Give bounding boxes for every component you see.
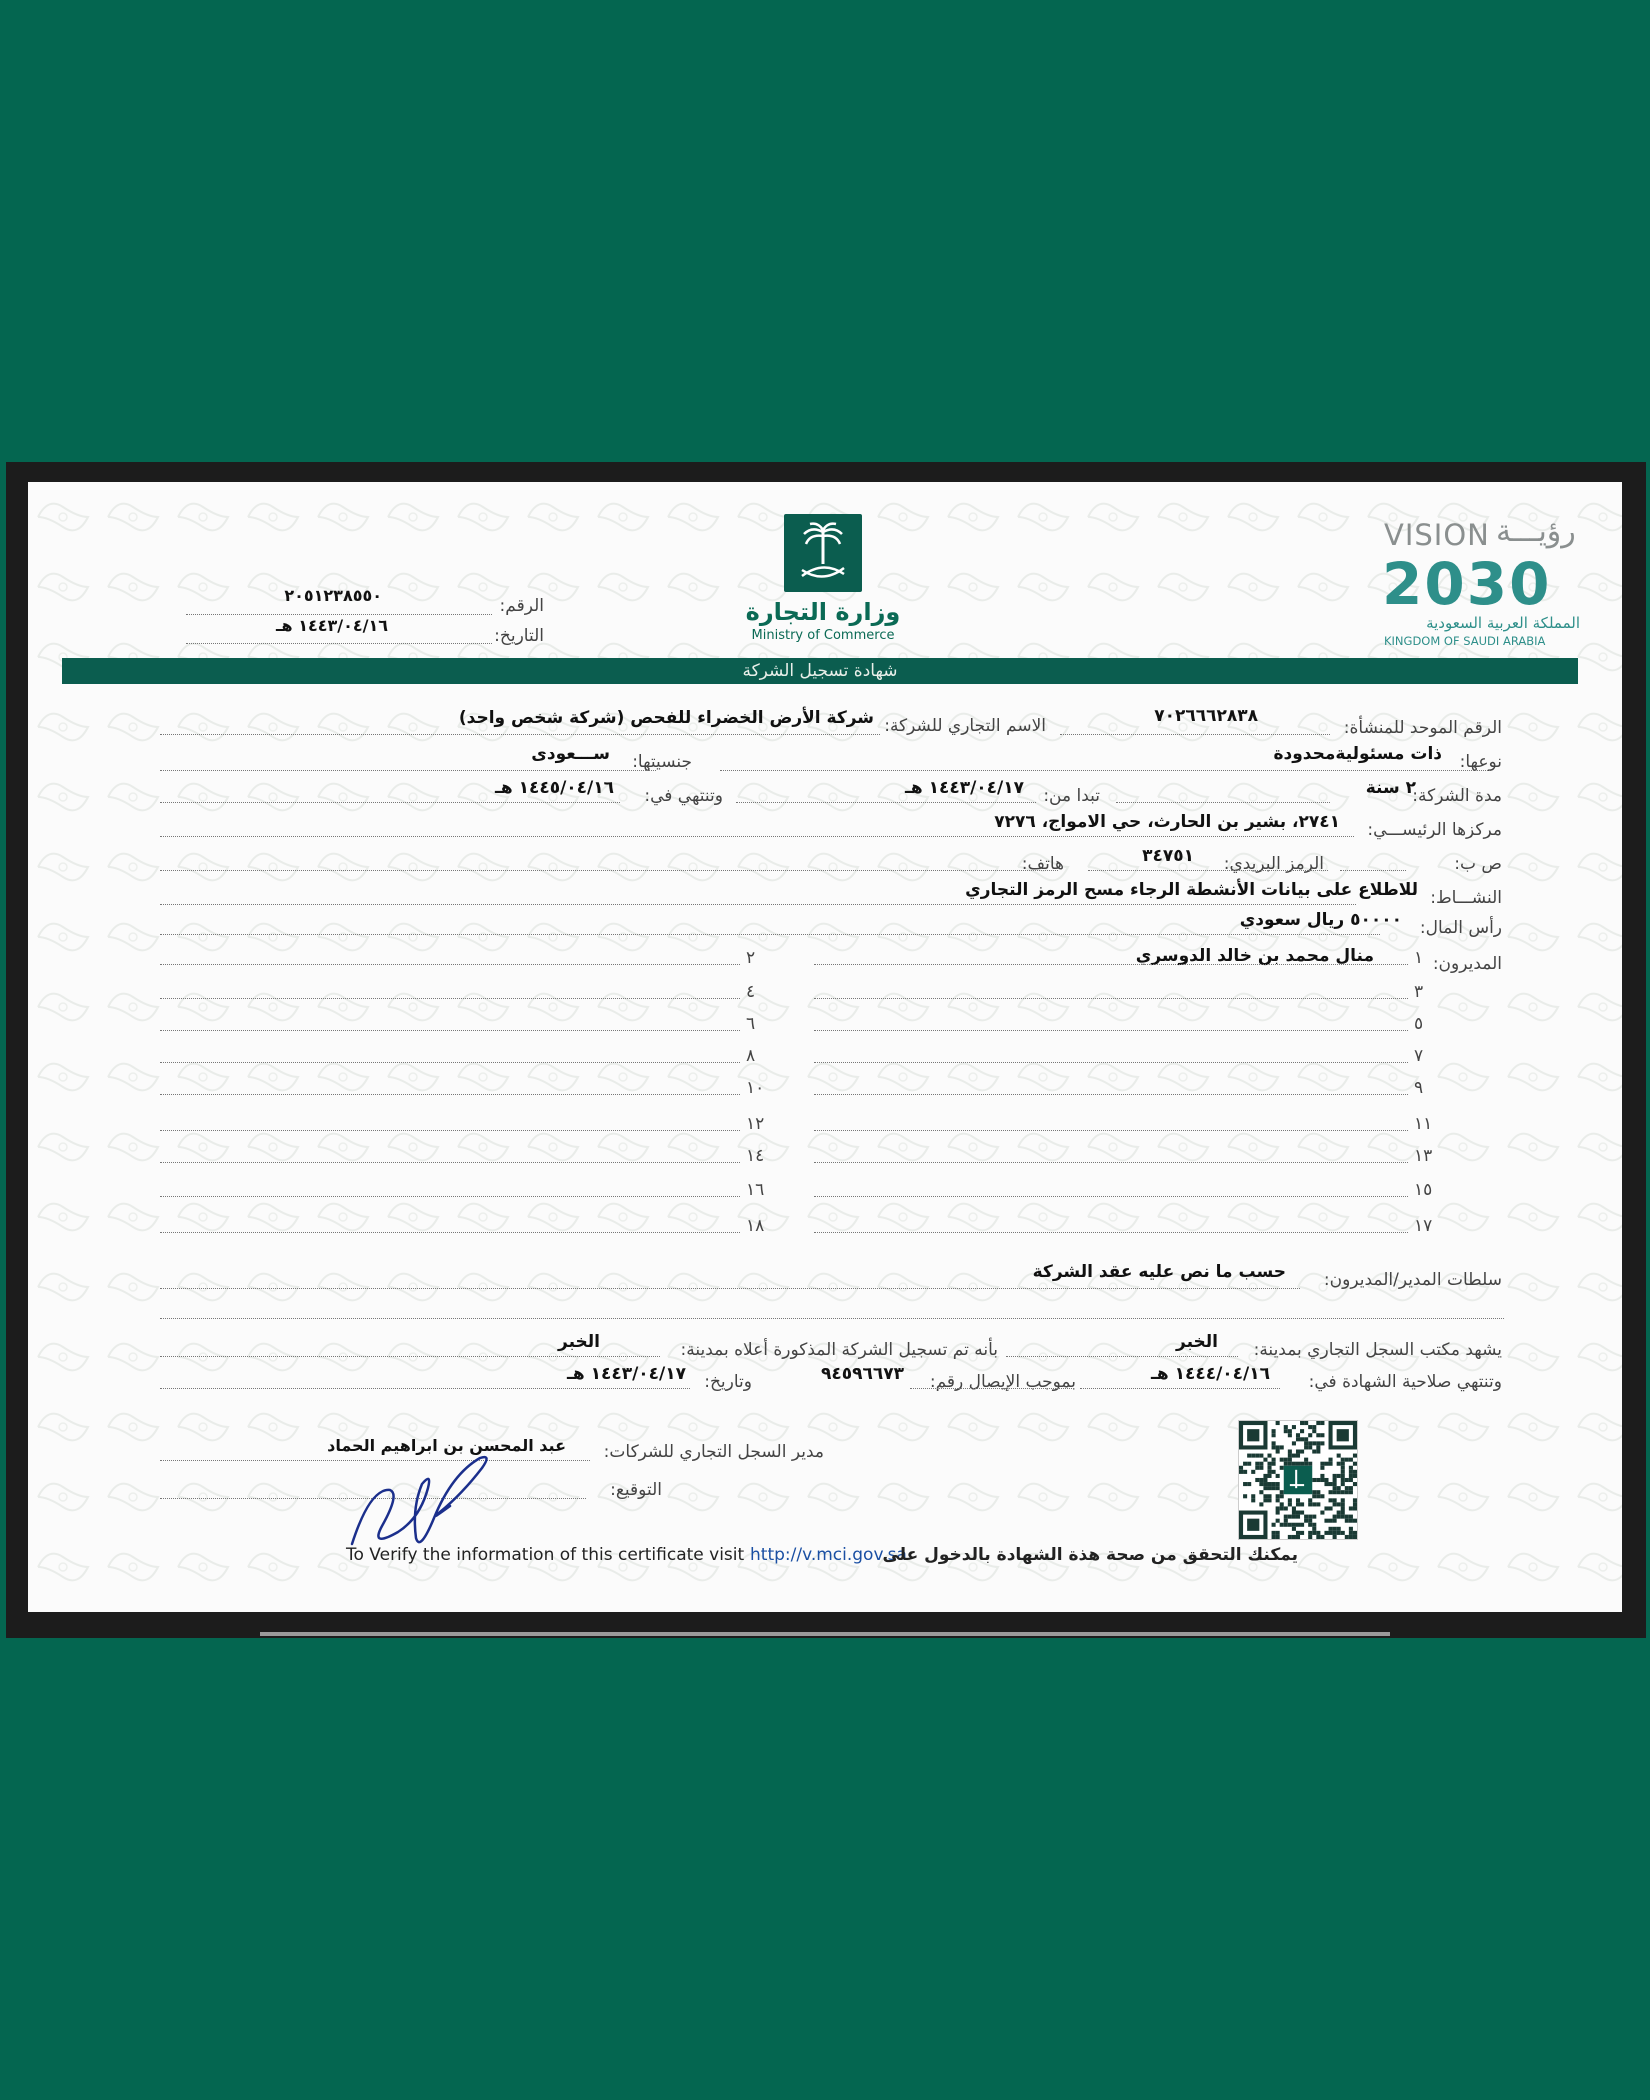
capital-dots [160, 934, 1380, 935]
registered-city: الخبر [558, 1332, 600, 1352]
authority-value: حسب ما نص عليه عقد الشركة [1032, 1262, 1286, 1282]
date-dots [186, 643, 492, 644]
verify-link[interactable]: http://v.mci.gov.sa [750, 1545, 907, 1565]
bottom-strip [260, 1632, 1390, 1636]
certificate-title-banner: شهادة تسجيل الشركة [62, 658, 1578, 684]
unified-number-label: الرقم الموحد للمنشأة: [1343, 718, 1502, 738]
validity-label: وتنتهي صلاحية الشهادة في: [1308, 1372, 1502, 1392]
type-dots [720, 770, 1490, 771]
type-label: نوعها: [1459, 752, 1502, 772]
ministry-emblem-logo [784, 514, 862, 592]
authority-dots [160, 1288, 1300, 1289]
director-name: عبد المحسن بن ابراهيم الحماد [327, 1436, 566, 1455]
activity-value: للاطلاع على بيانات الأنشطة الرجاء مسح الرمز التجاري [965, 880, 1418, 900]
validity-dots [1080, 1388, 1280, 1389]
nationality-label: جنسيتها: [632, 752, 692, 772]
qr-pattern [1239, 1421, 1357, 1539]
manager-1-name: منال محمد بن خالد الدوسري [1135, 946, 1374, 966]
postal-code-label: الرمز البريدي: [1223, 854, 1324, 874]
signature-label: التوقيع: [610, 1480, 662, 1500]
receipt-label: بموجب الإيصال رقم: [929, 1372, 1076, 1392]
manager-number-left: ١٦ [746, 1180, 765, 1200]
manager-number-right: ٥ [1414, 1014, 1424, 1034]
manager-number-left: ١٨ [746, 1216, 765, 1236]
postal-code-dots [1088, 870, 1328, 871]
activity-dots [160, 904, 1356, 905]
manager-line-right [814, 1232, 1408, 1233]
manager-line-right [814, 1094, 1408, 1095]
palm-swords-icon [784, 514, 862, 592]
vision-word-ar: رؤيـــة [1496, 514, 1576, 549]
activity-label: النشـــاط: [1430, 888, 1502, 908]
duration-value: ٢ سنة [1365, 778, 1416, 798]
manager-number-left: ٤ [746, 982, 756, 1002]
handwritten-signature [342, 1448, 502, 1558]
receipt-date-label: وتاريخ: [704, 1372, 752, 1392]
end-value: ١٤٤٥/٠٤/١٦ هـ [495, 778, 614, 798]
receipt-dots [910, 1388, 1074, 1389]
number-dots [186, 614, 492, 615]
manager-line-right [814, 1030, 1408, 1031]
unified-number-value: ٧٠٢٦٦٦٢٨٣٨ [1154, 706, 1258, 726]
manager-line-left [160, 1062, 740, 1063]
ministry-name-ar: وزارة التجارة [745, 598, 901, 626]
director-label: مدير السجل التجاري للشركات: [603, 1442, 824, 1462]
manager-number-left: ١٢ [746, 1114, 765, 1134]
registered-label: بأنه تم تسجيل الشركة المذكورة أعلاه بمدينة: [680, 1340, 998, 1360]
kingdom-name-ar: المملكة العربية السعودية [1426, 614, 1580, 632]
managers-label: المديرون: [1432, 954, 1502, 974]
registered-dots [160, 1356, 660, 1357]
vision-2030-logo [1378, 514, 1583, 654]
manager-number-left: ١٤ [746, 1146, 765, 1166]
manager-line-left [160, 1196, 740, 1197]
end-label: وتنتهي في: [644, 786, 723, 806]
manager-line-right [814, 1130, 1408, 1131]
verify-text-en: To Verify the information of this certificate visit [346, 1545, 745, 1565]
postal-code-value: ٣٤٧٥١ [1142, 846, 1194, 866]
authority-dots-2 [160, 1318, 1504, 1319]
authority-label: سلطات المدير/المديرون: [1323, 1270, 1502, 1290]
manager-number-right: ٧ [1414, 1046, 1424, 1066]
trade-name-dots [160, 734, 880, 735]
manager-number-right: ١٥ [1414, 1180, 1433, 1200]
nationality-dots [160, 770, 656, 771]
end-dots [160, 802, 620, 803]
manager-line-right [814, 1196, 1408, 1197]
verify-text-ar: يمكنك التحقق من صحة هذة الشهادة بالدخول على [882, 1545, 1298, 1565]
ministry-name-en: Ministry of Commerce [751, 628, 895, 643]
qr-code[interactable] [1238, 1420, 1358, 1540]
headquarters-label: مركزها الرئيســـي: [1367, 820, 1502, 840]
manager-number-right: ١٣ [1414, 1146, 1433, 1166]
unified-number-dots [1060, 734, 1330, 735]
manager-line-left [160, 1162, 740, 1163]
manager-number-right: ٩ [1414, 1078, 1424, 1098]
validity-value: ١٤٤٤/٠٤/١٦ هـ [1151, 1364, 1270, 1384]
manager-line-right [814, 998, 1408, 999]
vision-word-en: VISION [1384, 518, 1490, 552]
start-label: تبدا من: [1043, 786, 1100, 806]
manager-line-left [160, 1094, 740, 1095]
duration-label: مدة الشركة: [1412, 786, 1502, 806]
manager-number-left: ٨ [746, 1046, 756, 1066]
receipt-date-dots [160, 1388, 690, 1389]
capital-label: رأس المال: [1419, 918, 1502, 938]
start-dots [736, 802, 1036, 803]
manager-line-left [160, 998, 740, 999]
number-value: ٢٠٥١٢٣٨٥٥٠ [284, 586, 382, 605]
manager-number-left: ١٠ [746, 1078, 765, 1098]
capital-value: ٥٠٠٠٠ ريال سعودي [1239, 910, 1402, 930]
date-label: التاريخ: [494, 626, 544, 646]
headquarters-dots [160, 836, 1354, 837]
date-value: ١٤٤٣/٠٤/١٦ هـ [276, 616, 388, 635]
manager-number-right: ٣ [1414, 982, 1424, 1002]
manager-number-left: ٢ [746, 948, 756, 968]
pobox-label: ص ب: [1454, 854, 1502, 874]
trade-name-value: شركة الأرض الخضراء للفحص (شركة شخص واحد) [458, 708, 874, 728]
manager-line-left [160, 1130, 740, 1131]
manager-line-left [160, 964, 740, 965]
office-dots [1006, 1356, 1238, 1357]
headquarters-value: ٢٧٤١، بشير بن الحارث، حي الامواج، ٧٢٧٦ [994, 812, 1340, 832]
pobox-dots [1340, 870, 1406, 871]
manager-number-left: ٦ [746, 1014, 756, 1034]
manager-number-right: ١ [1414, 948, 1424, 968]
number-label: الرقم: [499, 596, 544, 616]
trade-name-label: الاسم التجاري للشركة: [884, 716, 1046, 736]
phone-label: هاتف: [1021, 854, 1064, 874]
duration-dots [1116, 802, 1330, 803]
manager-line-right [814, 1062, 1408, 1063]
manager-line-right [814, 1162, 1408, 1163]
manager-line-left [160, 1030, 740, 1031]
kingdom-name-en: KINGDOM OF SAUDI ARABIA [1384, 634, 1546, 648]
phone-dots [160, 870, 1058, 871]
manager-line-left [160, 1232, 740, 1233]
vision-year: 2030 [1382, 550, 1552, 618]
office-label: يشهد مكتب السجل التجاري بمدينة: [1253, 1340, 1502, 1360]
type-value: ذات مسئوليةمحدودة [1273, 744, 1442, 764]
manager-number-right: ١١ [1414, 1114, 1433, 1134]
start-value: ١٤٤٣/٠٤/١٧ هـ [905, 778, 1024, 798]
office-city: الخبر [1176, 1332, 1218, 1352]
manager-line-right [814, 964, 1408, 965]
nationality-value: ســـعودى [531, 744, 610, 764]
receipt-value: ٩٤٥٩٦٦٧٣ [820, 1364, 904, 1384]
manager-number-right: ١٧ [1414, 1216, 1433, 1236]
receipt-date-value: ١٤٤٣/٠٤/١٧ هـ [567, 1364, 686, 1384]
